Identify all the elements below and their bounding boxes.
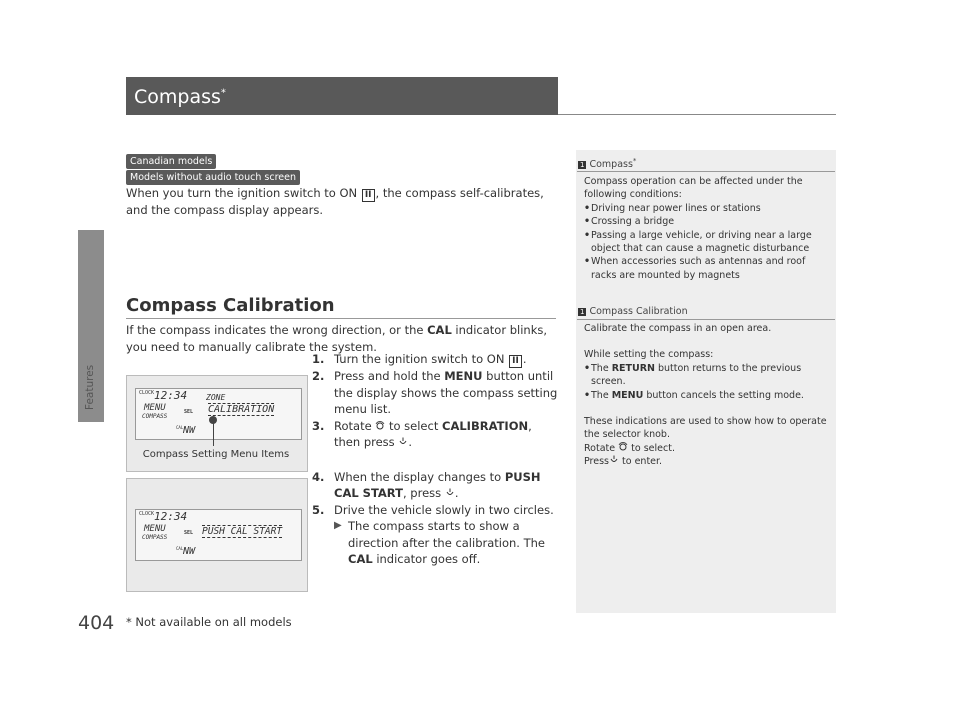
note-title-calibration: 1 Compass Calibration: [580, 306, 688, 317]
section-label: Features: [84, 364, 96, 410]
step-5-result: ▶ The compass starts to show a direction after the calibration. The CAL indicator goes off.: [334, 519, 546, 566]
compass-intro: When you turn the ignition switch to ON II , the compass self-calibrates, and the compass display appears.: [126, 186, 544, 217]
page-number: 404: [78, 612, 115, 634]
calibration-intro: If the compass indicates the wrong direction, or the CAL indicator blinks, you need to manually calibrate the system.: [126, 323, 547, 354]
press-knob-icon: [398, 437, 408, 447]
tag-models-without-touch-screen: Models without audio touch screen: [126, 170, 300, 185]
step-3: 3. Rotate to select CALIBRATION, then press .: [312, 418, 532, 449]
note-rule: [577, 171, 835, 172]
ignition-key-icon: II: [362, 189, 375, 202]
note-body-compass: Compass operation can be affected under the following conditions: • Driving near power lines or stations • Crossing a bridge • Passing a large vehicle, or driving near a large object that can cause a magnetic disturbance • When accessories such as antennas and roof racks are mounted by magnets: [584, 175, 830, 282]
note-rule: [577, 319, 835, 320]
note-title-compass: 1 Compass*: [580, 157, 637, 171]
callout-line: [213, 420, 214, 446]
calibration-steps: [312, 351, 560, 568]
note-body-calibration: Calibrate the compass in an open area. While setting the compass: • The RETURN button returns to the previous screen. • The MENU button cancels the setting mode. These indications are used to show how to operate the selector knob. Rotate to select. Press to enter.: [584, 322, 830, 469]
rotate-knob-icon: [618, 442, 628, 452]
step-1: 1. Turn the ignition switch to ON II .: [312, 352, 527, 366]
result-arrow-icon: ▶: [334, 520, 342, 531]
tag-canadian-models: Canadian models: [126, 154, 216, 169]
press-knob-icon: [609, 455, 619, 465]
title-rule: [558, 114, 836, 115]
ignition-key-icon: II: [509, 355, 522, 368]
step-4: 4. When the display changes to PUSH CAL START, press .: [312, 469, 541, 500]
rotate-knob-icon: [375, 421, 385, 431]
calibration-heading: Compass Calibration: [126, 295, 335, 316]
lcd-screen: CLOCK 12:34 MENU COMPASS SEL ZONE CALIBRATION CAL NW: [135, 388, 302, 440]
step-2: 2. Press and hold the MENU button until the display shows the compass setting menu list.: [312, 369, 558, 416]
page-title: Compass*: [134, 86, 226, 108]
step-5: 5. Drive the vehicle slowly in two circles.: [312, 502, 554, 517]
press-knob-icon: [445, 488, 455, 498]
heading-rule: [126, 318, 556, 319]
page-title-bar: [126, 77, 558, 115]
lcd-screen: CLOCK 12:34 MENU COMPASS SEL PUSH CAL START CAL NW: [135, 509, 302, 561]
push-cal-start-display-figure: [126, 478, 308, 592]
footnote: * Not available on all models: [126, 615, 292, 629]
figure-caption: Compass Setting Menu Items: [142, 449, 290, 460]
